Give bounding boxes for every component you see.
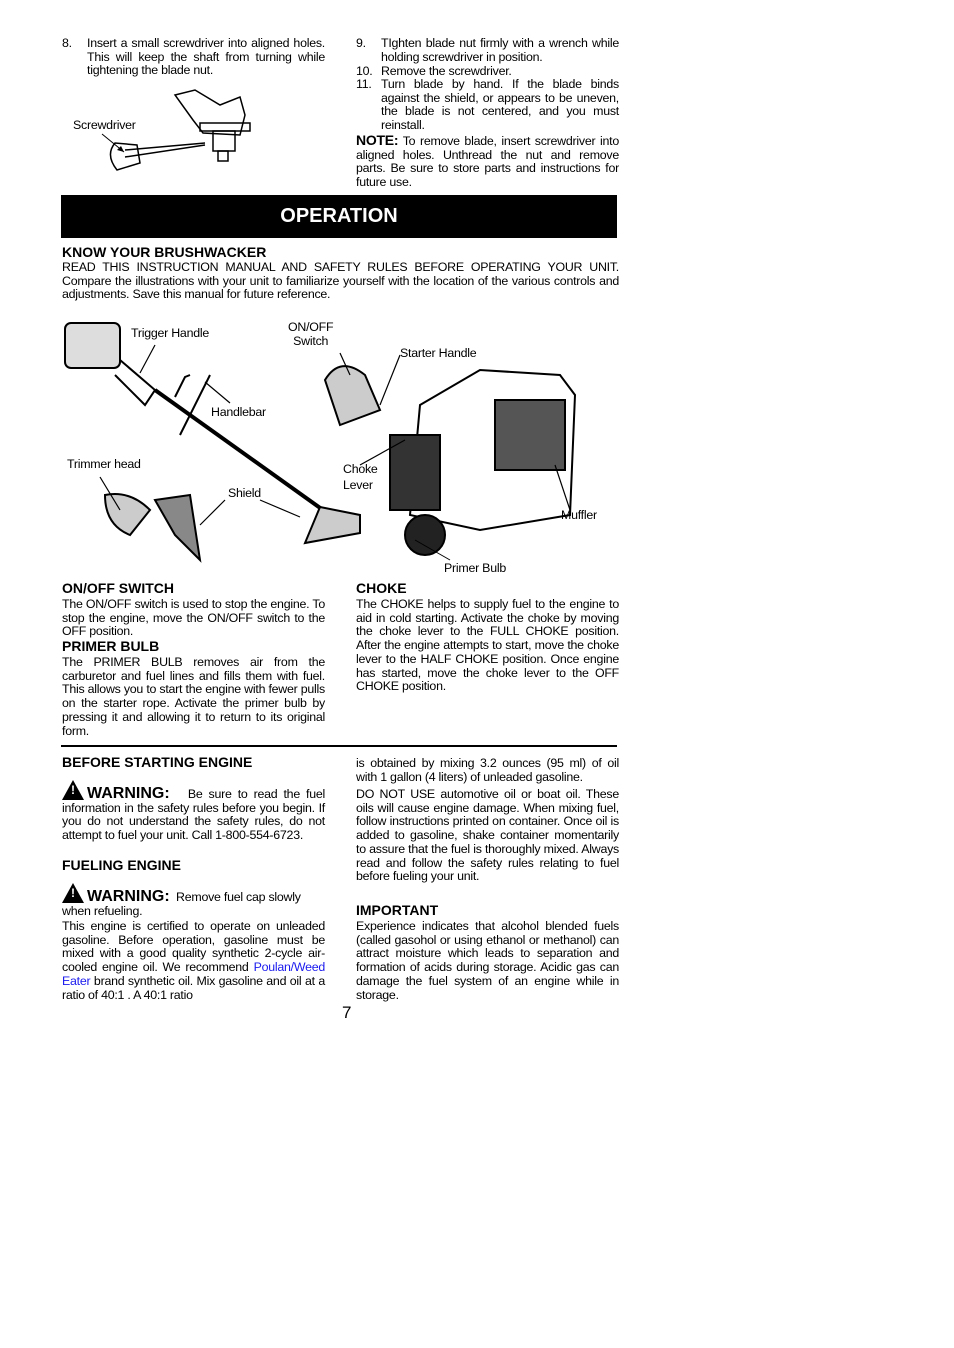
before-warning-text: Be sure to read the fuel information in the safety rules before you begin. If you do not understand the safety rules, do not attempt to fuel your unit. Call 1-800-554-6723. <box>62 787 325 843</box>
label-trimmer-head: Trimmer head <box>67 457 141 471</box>
important-text: Experience indicates that alcohol blended fuels (called gasohol or using ethanol or methanol) can attract moisture which leads to separation and formation of acids during storage. Acidic gas can damage the fuel system of an engine while in storage. <box>356 919 619 1002</box>
step-number: 9. <box>356 36 366 50</box>
before-heading: BEFORE STARTING ENGINE <box>62 754 253 770</box>
step-number: 11. <box>356 77 372 91</box>
arrow-icon <box>100 132 130 157</box>
step-number: 10. <box>356 64 373 78</box>
operation-banner: OPERATION <box>61 195 617 238</box>
label-onoff-switch: ON/OFF Switch <box>288 320 334 348</box>
fueling-text <box>62 920 325 1002</box>
know-text: READ THIS INSTRUCTION MANUAL AND SAFETY RULES BEFORE OPERATING YOUR UNIT. Compare the illustrations with your unit to familiarize yourself with the location of the various controls and adjustments. Save this manual for future reference. <box>62 260 619 302</box>
warning-triangle-icon <box>62 883 84 903</box>
note-paragraph <box>356 134 619 190</box>
screwdriver-label: Screwdriver <box>73 118 136 132</box>
label-handlebar: Handlebar <box>211 405 266 419</box>
do-not-use-text: DO NOT USE automotive oil or boat oil. These oils will cause engine damage. When mixing fuel, follow instructions printed on container. Once oil is added to gasoline, shake container momentarily to assure that the fuel is thoroughly mixed. Always read and follow the safety rules relating to fuel before fueling your unit. <box>356 787 619 884</box>
know-heading: KNOW YOUR BRUSHWACKER <box>62 244 267 260</box>
label-muffler: Muffler <box>561 508 597 522</box>
brand-link: Poulan/Weed Eater <box>62 960 325 988</box>
primer-heading: PRIMER BULB <box>62 638 160 654</box>
primer-text: The PRIMER BULB removes air from the carburetor and fuel lines and fills them with fuel. This allows you to start the engine with fewer pulls on the starter rope. Activate the primer bulb by pressing it and allowing it to return to its original form. <box>62 655 325 738</box>
step-11-text: Turn blade by hand. If the blade binds against the shield, or appears to be uneven, the blade is not centered, and you must reinstall. <box>381 77 619 133</box>
step-number: 8. <box>62 36 72 50</box>
step-10-text: Remove the screwdriver. <box>381 64 512 78</box>
note-text: To remove blade, insert screwdriver into aligned holes. Unthread the nut and remove parts. Be sure to store parts and instructions for future use. <box>356 134 619 190</box>
label-primer-bulb: Primer Bulb <box>444 561 506 575</box>
choke-text: The CHOKE helps to supply fuel to the engine to aid in cold starting. Activate the choke by moving the choke lever to the FULL CHOKE position. After the engine attempts to start, move the choke lever to the HALF CHOKE position. Once engine has started, move the choke lever to the OFF CHOKE position. <box>356 597 619 694</box>
fueling-heading: FUELING ENGINE <box>62 857 182 873</box>
ratio-text: is obtained by mixing 3.2 ounces (95 ml) of oil with 1 gallon (4 liters) of unleaded gasoline. <box>356 756 619 784</box>
page-number: 7 <box>342 1003 352 1022</box>
warning-triangle-icon <box>62 780 84 800</box>
brushwacker-diagram <box>60 315 590 565</box>
fueling-text-part: brand synthetic oil. Mix gasoline and oil at a ratio of 40:1 . A 40:1 ratio <box>62 973 325 1002</box>
onoff-heading: ON/OFF SWITCH <box>62 580 174 596</box>
step-9-text: TIghten blade nut firmly with a wrench while holding screwdriver in position. <box>381 36 619 64</box>
label-trigger-handle: Trigger Handle <box>131 326 209 340</box>
fueling-warning-text: Remove fuel cap slowly when refueling. <box>62 890 301 918</box>
warning-label: WARNING: <box>87 785 170 802</box>
label-choke-lever: Choke Lever <box>343 462 378 492</box>
choke-heading: CHOKE <box>356 580 407 596</box>
fueling-text-part: This engine is certified to operate on unleaded gasoline. Before operation, gasoline must be mixed with a good quality synthetic 2-cycle air-cooled engine oil. We recommend <box>62 919 325 975</box>
important-heading: IMPORTANT <box>356 902 439 918</box>
warning-label: WARNING: <box>87 888 170 905</box>
label-starter-handle: Starter Handle <box>400 346 477 360</box>
label-shield: Shield <box>228 486 261 500</box>
fueling-warning-paragraph <box>62 883 325 918</box>
before-warning-paragraph <box>62 780 325 843</box>
section-divider <box>61 745 617 747</box>
note-label: NOTE: <box>356 132 399 148</box>
step-8-text: Insert a small screwdriver into aligned holes. This will keep the shaft from turning while tightening the blade nut. <box>87 36 325 78</box>
onoff-text: The ON/OFF switch is used to stop the engine. To stop the engine, move the ON/OFF switch to the OFF position. <box>62 597 325 639</box>
